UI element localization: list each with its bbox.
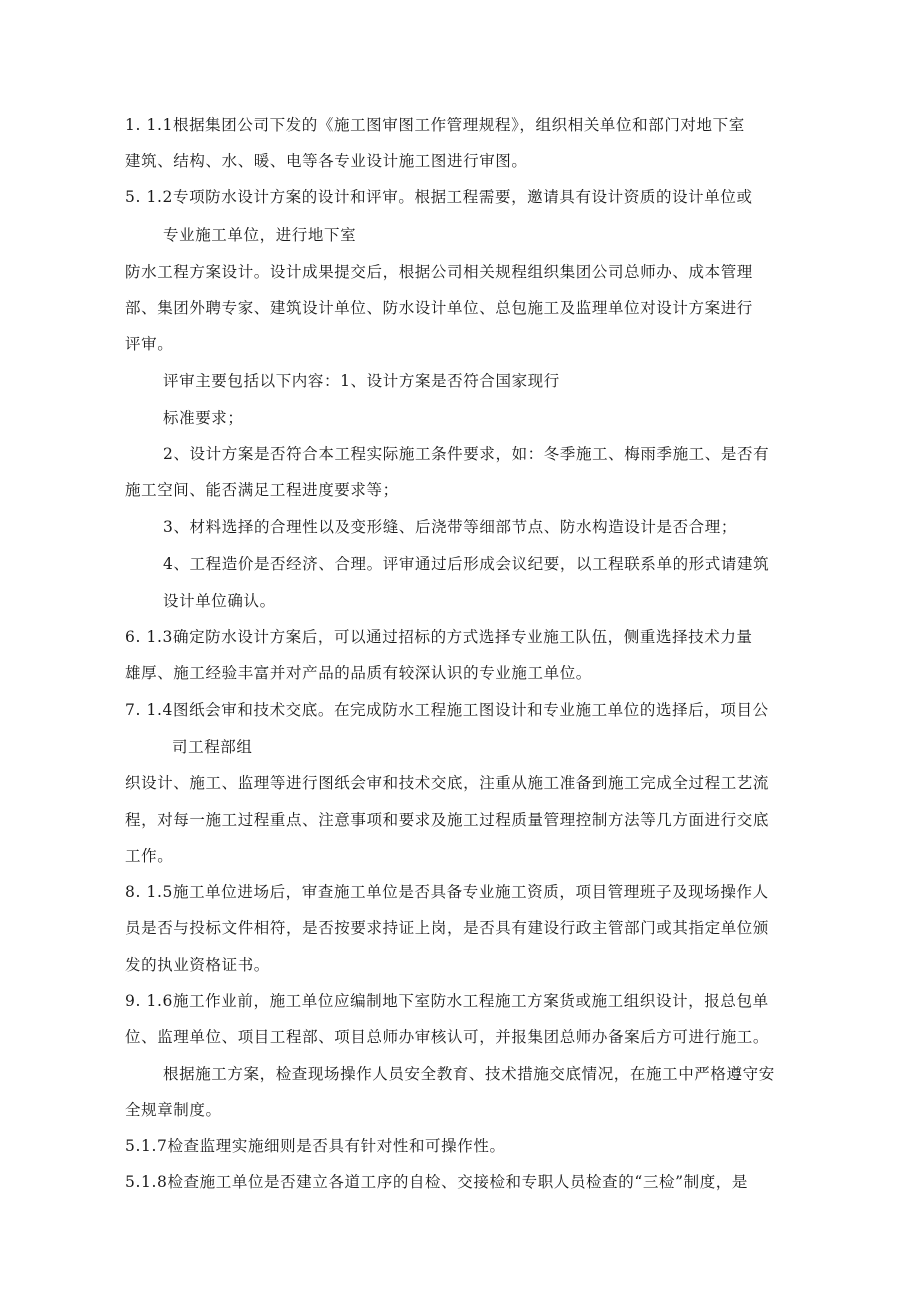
text-line: 9. 1.6施工作业前，施工单位应编制地下室防水工程施工方案货或施工组织设计，报总包单 (125, 992, 769, 1010)
text-line: 雄厚、施工经验丰富并对产品的品质有较深认识的专业施工单位。 (125, 664, 592, 682)
text-line: 5.1.8检查施工单位是否建立各道工序的自检、交接检和专职人员检查的“三检”制度，是 (125, 1173, 748, 1191)
text-line: 5.1.7检查监理实施细则是否具有针对性和可操作性。 (125, 1137, 506, 1155)
text-line: 专业施工单位，进行地下室 (163, 226, 357, 244)
text-line: 8. 1.5施工单位进场后，审查施工单位是否具备专业施工资质，项目管理班子及现场操作人 (125, 883, 769, 901)
text-line: 5. 1.2专项防水设计方案的设计和评审。根据工程需要，邀请具有设计资质的设计单位或 (125, 188, 753, 206)
text-line: 2、设计方案是否符合本工程实际施工条件要求，如：冬季施工、梅雨季施工、是否有 (163, 445, 770, 463)
text-line: 工作。 (125, 847, 174, 865)
text-line: 发的执业资格证书。 (125, 956, 270, 974)
text-line: 评审主要包括以下内容：1、设计方案是否符合国家现行 (163, 372, 560, 390)
text-line: 评审。 (125, 335, 174, 353)
text-line: 根据施工方案，检查现场操作人员安全教育、技术措施交底情况，在施工中严格遵守安 (163, 1065, 775, 1083)
text-line: 程，对每一施工过程重点、注意事项和要求及施工过程质量管理控制方法等几方面进行交底 (125, 811, 770, 829)
text-line: 7. 1.4图纸会审和技术交底。在完成防水工程施工图设计和专业施工单位的选择后，项目公 (125, 701, 769, 719)
text-line: 标准要求； (163, 409, 244, 427)
text-line: 3、材料选择的合理性以及变形缝、后浇带等细部节点、防水构造设计是否合理； (163, 518, 737, 536)
text-line: 员是否与投标文件相符，是否按要求持证上岗，是否具有建设行政主管部门或其指定单位颁 (125, 919, 770, 937)
text-line: 织设计、施工、监理等进行图纸会审和技术交底，注重从施工准备到施工完成全过程工艺流 (125, 774, 770, 792)
text-line: 4、工程造价是否经济、合理。评审通过后形成会议纪要，以工程联系单的形式请建筑 (163, 555, 770, 573)
text-line: 设计单位确认。 (163, 592, 276, 610)
text-line: 司工程部组 (172, 738, 253, 756)
text-line: 1. 1.1根据集团公司下发的《施工图审图工作管理规程》，组织相关单位和部门对地下室 (125, 116, 745, 134)
text-line: 全规章制度。 (125, 1101, 222, 1119)
text-line: 施工空间、能否满足工程进度要求等； (125, 481, 399, 499)
text-line: 部、集团外聘专家、建筑设计单位、防水设计单位、总包施工及监理单位对设计方案进行 (125, 299, 753, 317)
text-line: 防水工程方案设计。设计成果提交后，根据公司相关规程组织集团公司总师办、成本管理 (125, 263, 753, 281)
text-line: 建筑、结构、水、暖、电等各专业设计施工图进行审图。 (125, 152, 528, 170)
text-line: 6. 1.3确定防水设计方案后，可以通过招标的方式选择专业施工队伍，侧重选择技术力量 (125, 628, 753, 646)
text-line: 位、监理单位、项目工程部、项目总师办审核认可，并报集团总师办备案后方可进行施工。 (125, 1028, 770, 1046)
